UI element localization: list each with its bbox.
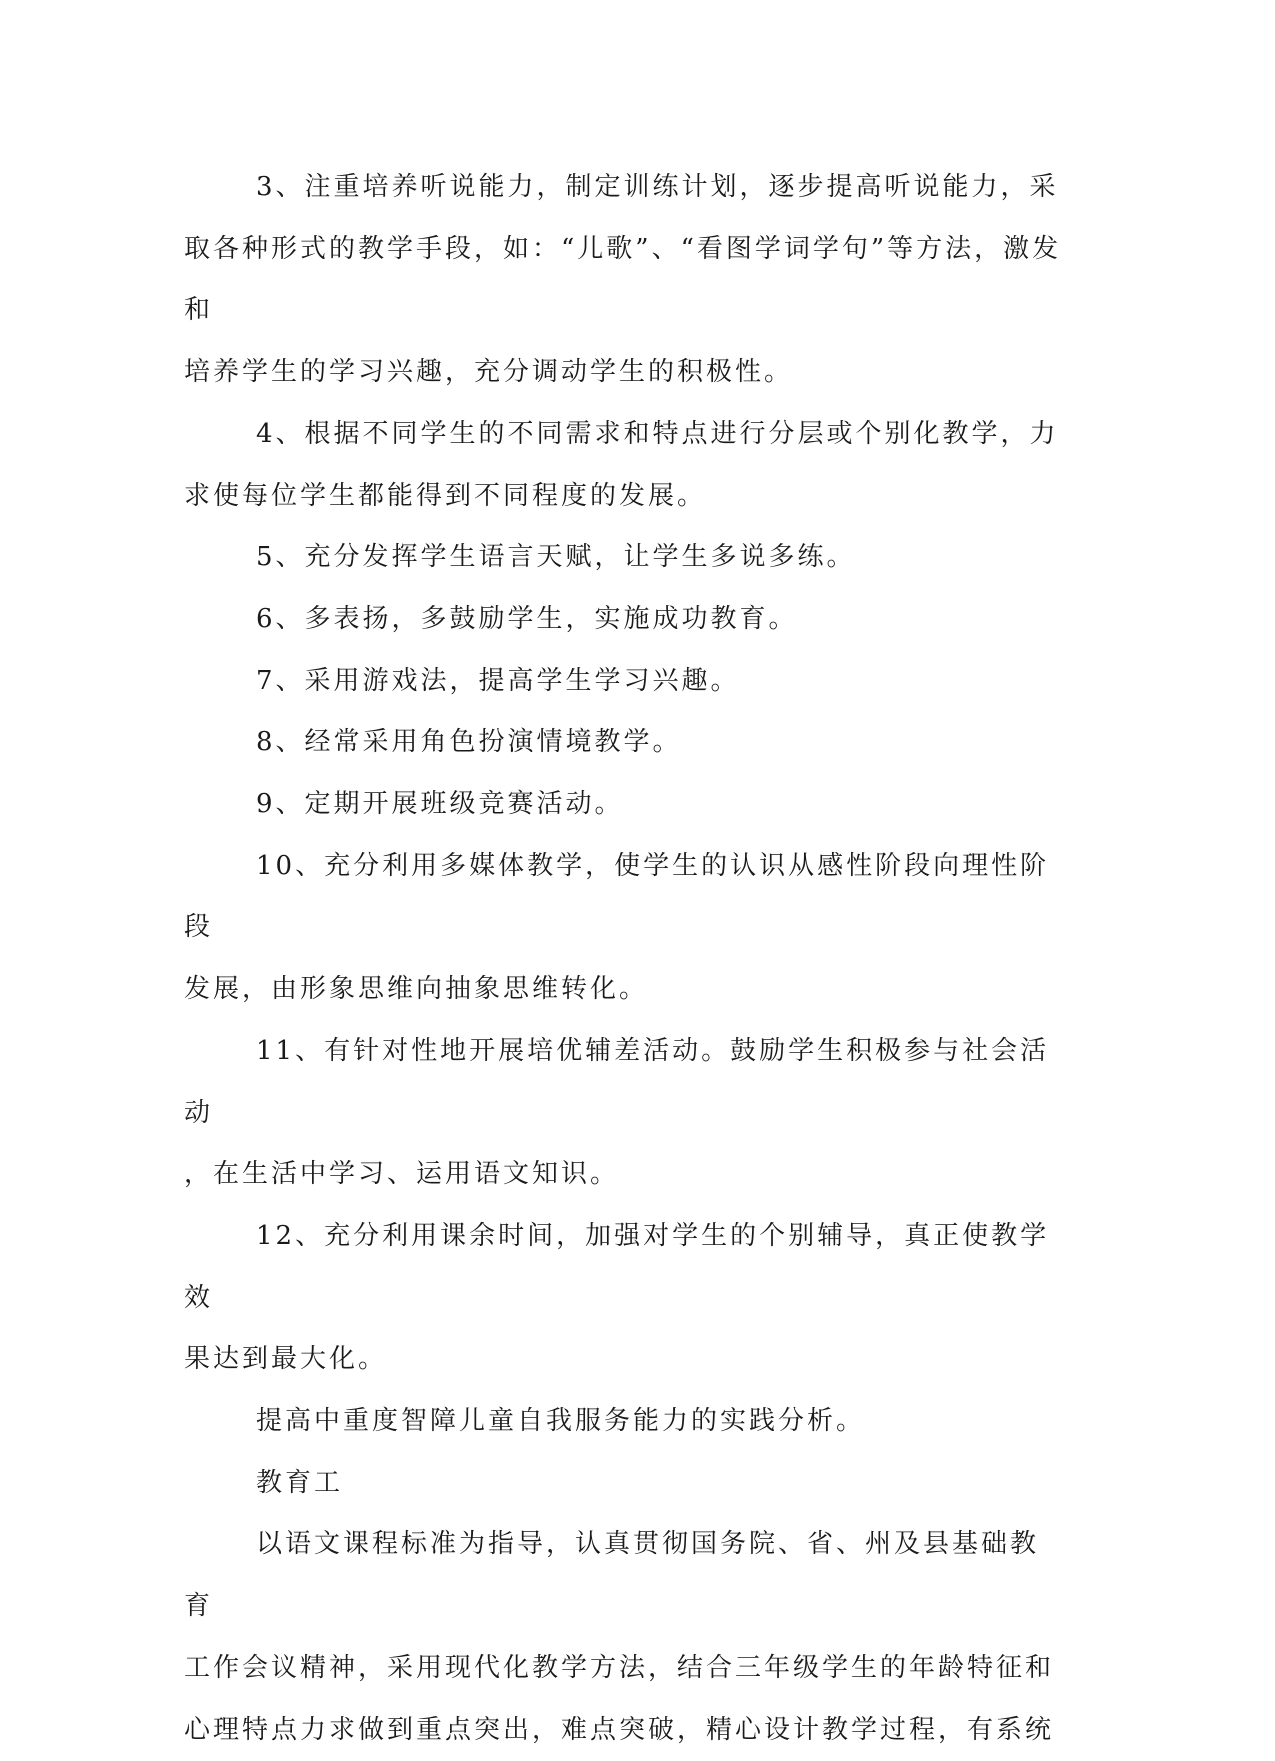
- paragraph-item-12: 12、充分利用课余时间，加强对学生的个别辅导，真正使教学效 果达到最大化。: [184, 1220, 1050, 1375]
- paragraph-education-work: 教育工: [256, 1467, 344, 1498]
- paragraph-item-7: 7、采用游戏法，提高学生学习兴趣。: [256, 665, 740, 696]
- paragraph-item-5: 5、充分发挥学生语言天赋，让学生多说多练。: [256, 542, 856, 573]
- paragraph-item-3: 3、注重培养听说能力，制定训练计划，逐步提高听说能力，采 取各种形式的教学手段，如：“儿歌”、“看图学词学句”等方法，激发和 培养学生的学习兴趣，充分调动学生的积极性。: [184, 172, 1062, 388]
- paragraph-guidance: 以语文课程标准为指导，认真贯彻国务院、省、州及县基础教育 工作会议精神，采用现代化教学方法，结合三年级学生的年龄特征和 心理特点力求做到重点突出，难点突破，精心设计教学过程，有系统: [184, 1529, 1055, 1745]
- paragraph-item-11: 11、有针对性地开展培优辅差活动。鼓励学生积极参与社会活动 ，在生活中学习、运用语文知识。: [184, 1035, 1050, 1190]
- paragraph-item-4: 4、根据不同学生的不同需求和特点进行分层或个别化教学，力 求使每位学生都能得到不同程度的发展。: [184, 418, 1059, 511]
- paragraph-item-9: 9、定期开展班级竞赛活动。: [256, 789, 624, 820]
- document-body: [184, 157, 1064, 1761]
- paragraph-item-6: 6、多表扬，多鼓励学生，实施成功教育。: [256, 603, 798, 634]
- paragraph-analysis: 提高中重度智障儿童自我服务能力的实践分析。: [256, 1406, 866, 1437]
- paragraph-item-8: 8、经常采用角色扮演情境教学。: [256, 727, 682, 758]
- paragraph-item-10: 10、充分利用多媒体教学，使学生的认识从感性阶段向理性阶段 发展，由形象思维向抽象思维转化。: [184, 850, 1050, 1005]
